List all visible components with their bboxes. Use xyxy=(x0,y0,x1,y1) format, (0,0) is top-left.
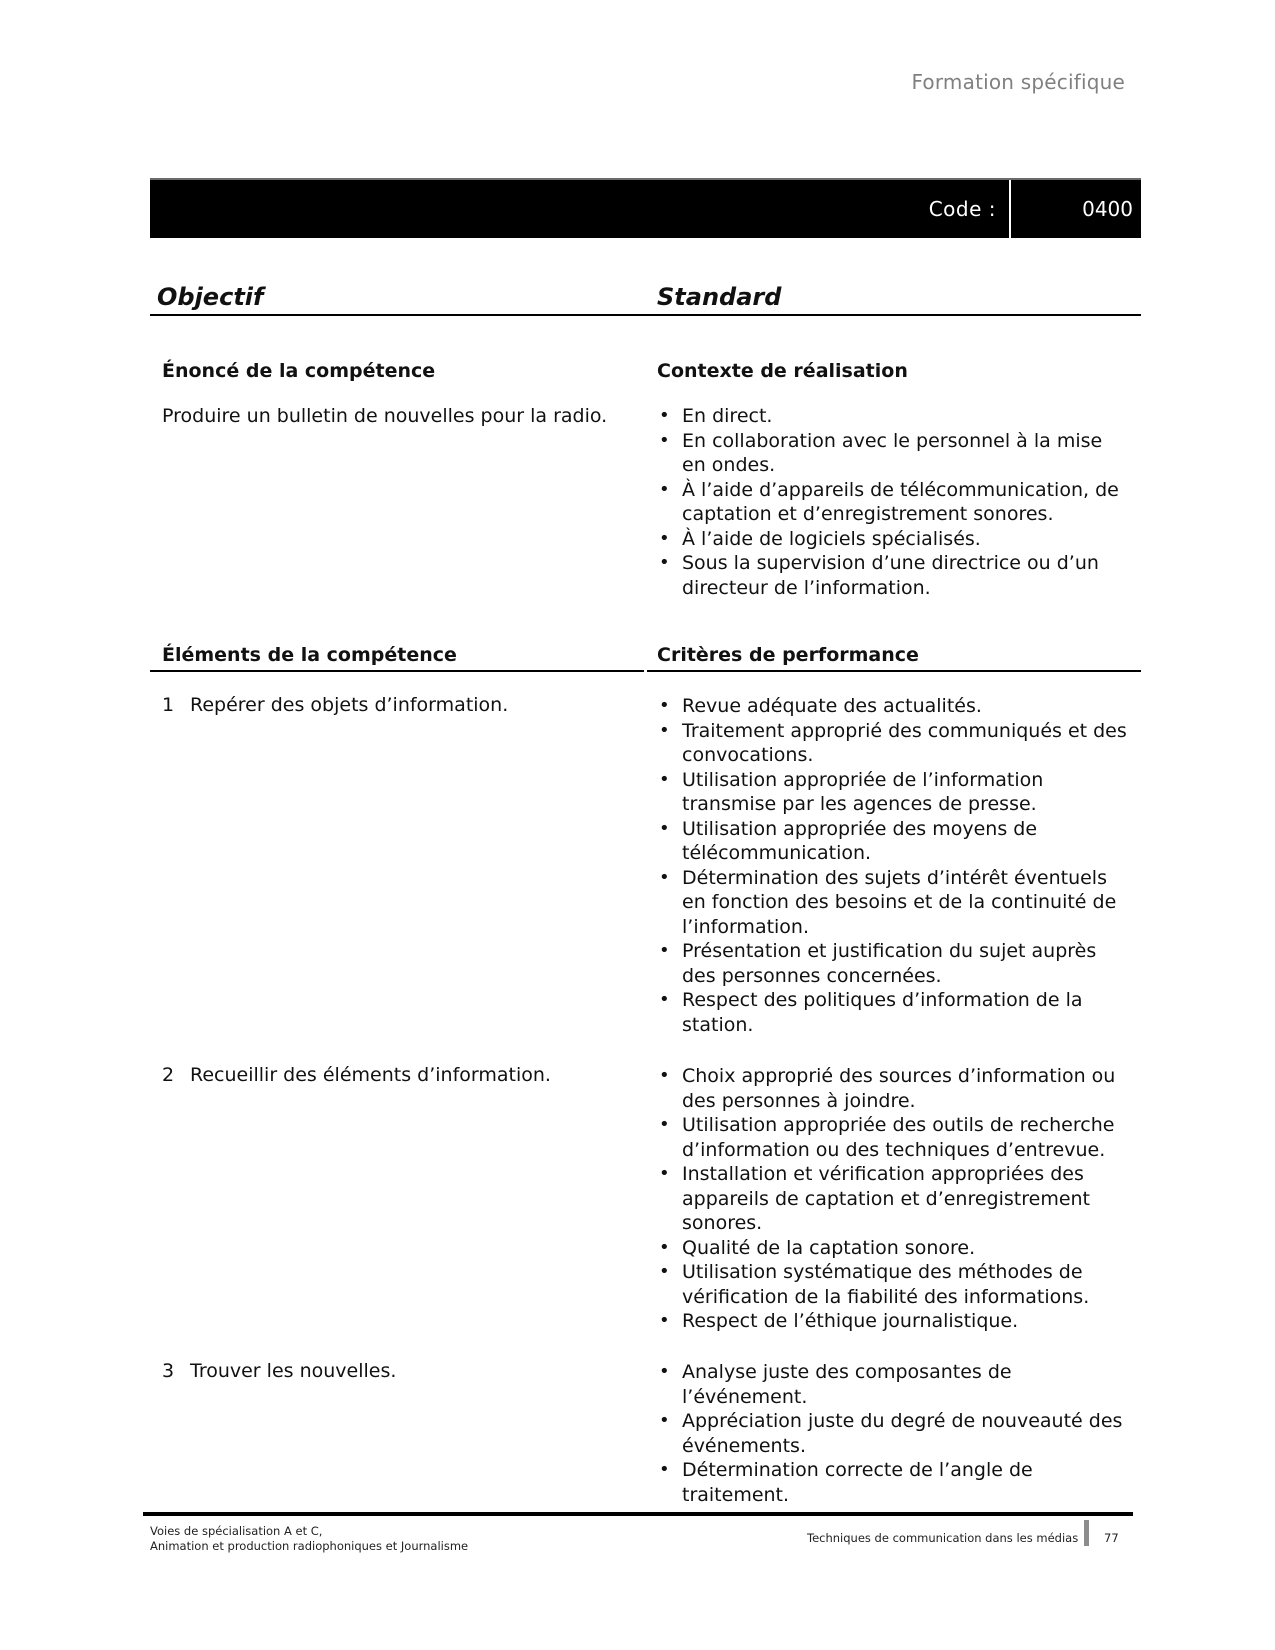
list-item: • Respect de l’éthique journalistique. xyxy=(659,1309,1129,1334)
objectif-heading: Objectif xyxy=(157,283,264,311)
list-item: • Utilisation systématique des méthodes de vérification de la fiabilité des informations. xyxy=(659,1260,1129,1309)
list-item: • Sous la supervision d’une directrice ou d’un directeur de l’information. xyxy=(659,551,1129,600)
list-item: • Utilisation appropriée des outils de recherche d’information ou des techniques d’entrevue. xyxy=(659,1113,1129,1162)
list-item: • Appréciation juste du degré de nouveauté des événements. xyxy=(659,1409,1139,1458)
list-item: • Choix approprié des sources d’information ou des personnes à joindre. xyxy=(659,1064,1129,1113)
elements-rule xyxy=(150,670,644,672)
list-item: • À l’aide d’appareils de télécommunication, de captation et d’enregistrement sonores. xyxy=(659,478,1129,527)
code-divider xyxy=(1009,180,1011,238)
footer-divider xyxy=(1084,1520,1089,1546)
heading-rule xyxy=(150,314,1141,316)
footer-program xyxy=(150,1524,468,1554)
page-number: 77 xyxy=(1104,1531,1119,1545)
criteres-rule xyxy=(647,670,1141,672)
list-item: • Analyse juste des composantes de l’événement. xyxy=(659,1360,1139,1409)
code-value: 0400 xyxy=(1082,197,1133,221)
element-1 xyxy=(162,694,508,716)
element-3 xyxy=(162,1360,396,1382)
code-bar xyxy=(150,178,1141,238)
element-text: Repérer des objets d’information. xyxy=(190,694,509,716)
running-header: Formation spécifique xyxy=(911,70,1125,94)
element-text: Recueillir des éléments d’information. xyxy=(190,1064,551,1086)
list-item: • Détermination des sujets d’intérêt éventuels en fonction des besoins et de la continuité de l’information. xyxy=(659,866,1129,940)
contexte-list xyxy=(659,404,1129,600)
element-text: Trouver les nouvelles. xyxy=(190,1360,397,1382)
footer-line-1: Voies de spécialisation A et C, xyxy=(150,1524,323,1538)
list-item: • Installation et vérification appropriées des appareils de captation et d’enregistrement sonores. xyxy=(659,1162,1129,1236)
element-2 xyxy=(162,1064,551,1086)
footer-line-2: Animation et production radiophoniques et Journalisme xyxy=(150,1539,469,1553)
standard-heading: Standard xyxy=(657,283,782,311)
enonce-heading: Énoncé de la compétence xyxy=(162,360,436,382)
list-item: • Détermination correcte de l’angle de traitement. xyxy=(659,1458,1139,1507)
list-item: • À l’aide de logiciels spécialisés. xyxy=(659,527,1129,552)
list-item: • En collaboration avec le personnel à la mise en ondes. xyxy=(659,429,1129,478)
criteres-heading: Critères de performance xyxy=(657,644,919,666)
list-item: • Traitement approprié des communiqués et des convocations. xyxy=(659,719,1129,768)
criteria-list-2 xyxy=(659,1064,1129,1334)
enonce-text: Produire un bulletin de nouvelles pour la radio. xyxy=(162,405,608,427)
list-item: • Respect des politiques d’information de la station. xyxy=(659,988,1129,1037)
element-number: 1 xyxy=(162,694,175,716)
footer-title: Techniques de communication dans les médias xyxy=(807,1531,1079,1545)
element-number: 2 xyxy=(162,1064,175,1086)
element-number: 3 xyxy=(162,1360,175,1382)
list-item: • Présentation et justification du sujet auprès des personnes concernées. xyxy=(659,939,1129,988)
list-item: • En direct. xyxy=(659,404,1129,429)
contexte-heading: Contexte de réalisation xyxy=(657,360,908,382)
footer-rule xyxy=(143,1512,1133,1516)
code-label: Code : xyxy=(928,197,996,221)
list-item: • Revue adéquate des actualités. xyxy=(659,694,1129,719)
elements-heading: Éléments de la compétence xyxy=(162,644,457,666)
list-item: • Utilisation appropriée de l’information transmise par les agences de presse. xyxy=(659,768,1129,817)
list-item: • Utilisation appropriée des moyens de télécommunication. xyxy=(659,817,1129,866)
criteria-list-1 xyxy=(659,694,1129,1037)
list-item: • Qualité de la captation sonore. xyxy=(659,1236,1129,1261)
criteria-list-3 xyxy=(659,1360,1139,1507)
